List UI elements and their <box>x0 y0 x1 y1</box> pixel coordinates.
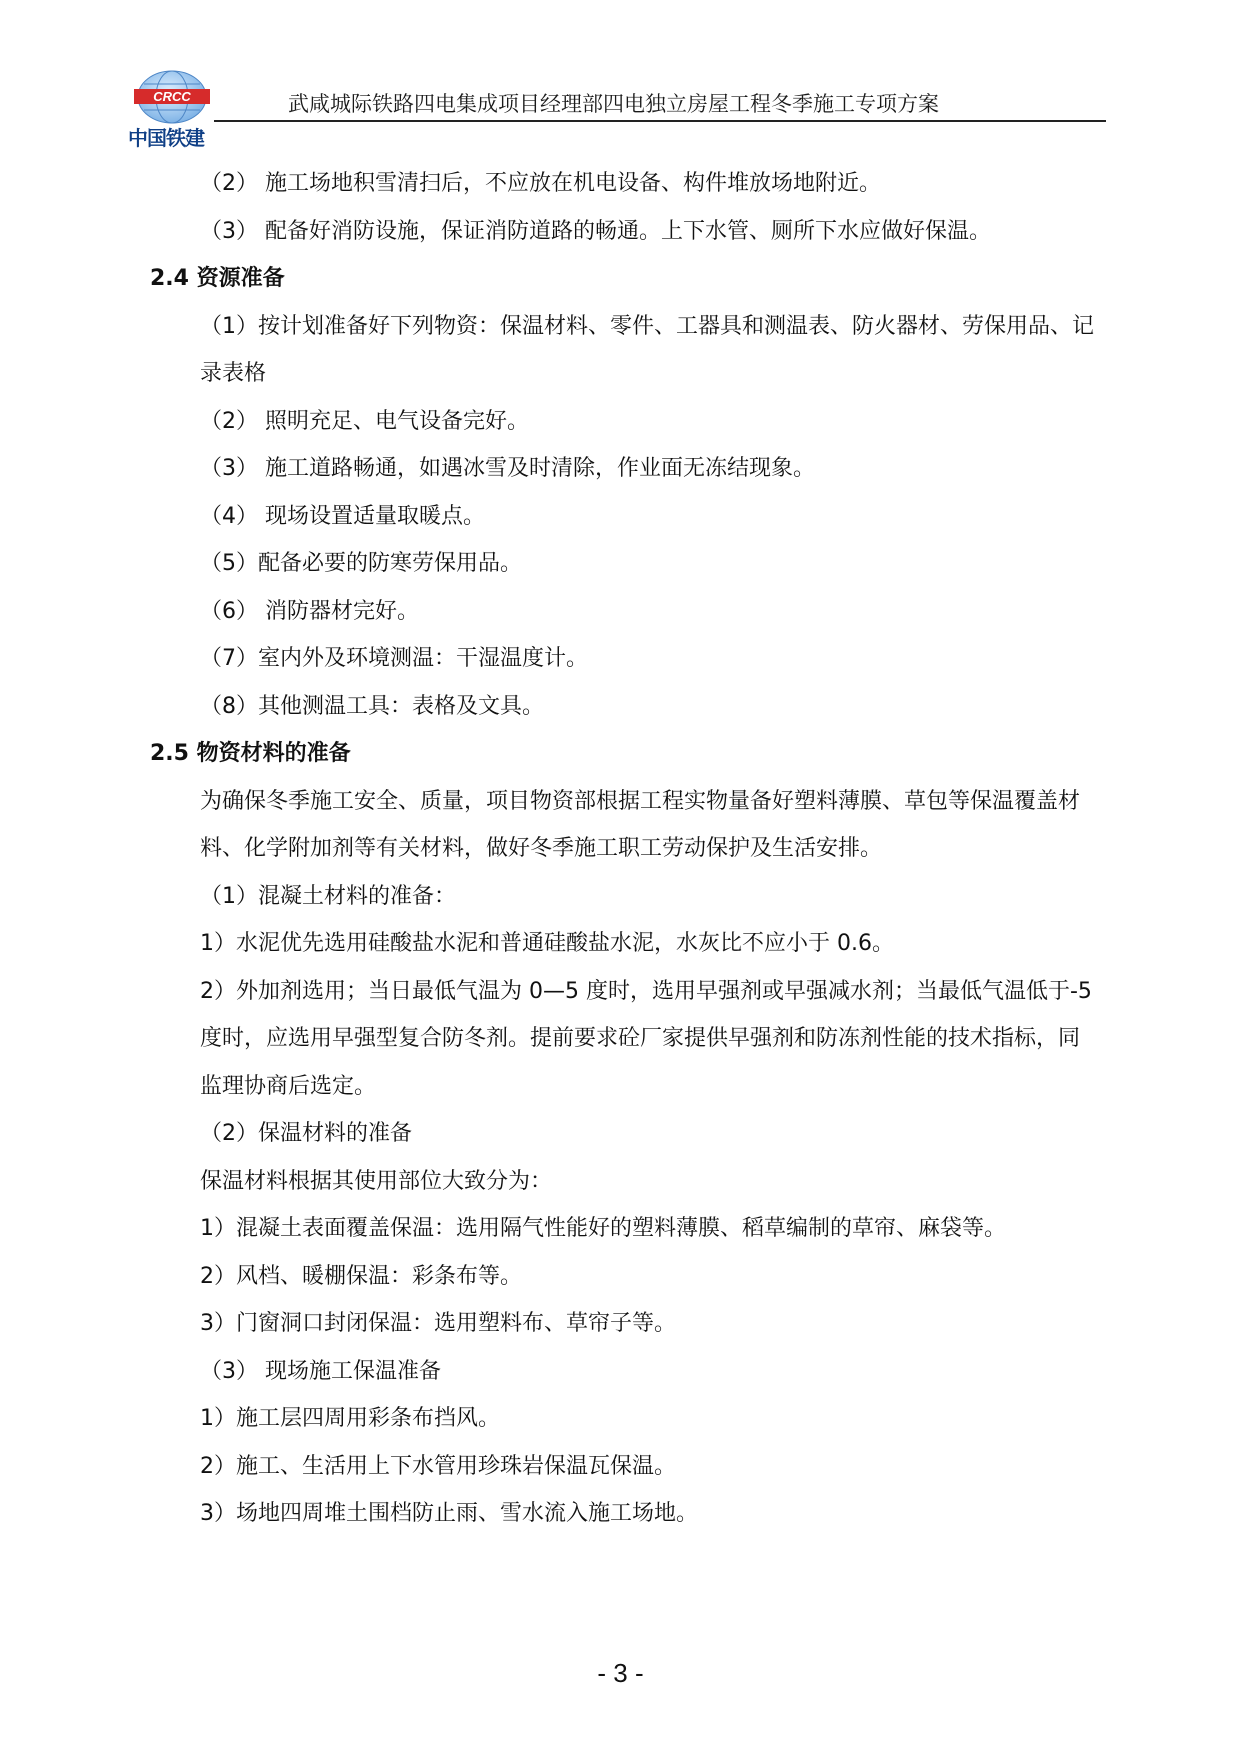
page-header <box>128 70 1106 150</box>
header-divider <box>214 120 1106 122</box>
paragraph: （3） 现场施工保温准备 <box>200 1358 441 1384</box>
paragraph: 为确保冬季施工安全、质量，项目物资部根据工程实物量备好塑料薄膜、草包等保温覆盖材料、化学附加剂等有关材料，做好冬季施工职工劳动保护及生活安排。 <box>200 788 1081 861</box>
section-heading: 2.4 资源准备 <box>150 266 285 291</box>
paragraph: 1）施工层四周用彩条布挡风。 <box>200 1406 500 1431</box>
paragraph: （1）按计划准备好下列物资：保温材料、零件、工器具和测温表、防火器材、劳保用品、记录表格 <box>200 313 1095 386</box>
page-number: - 3 - <box>597 1658 644 1688</box>
page-body <box>150 160 1100 1538</box>
paragraph: 3）场地四周堆土围档防止雨、雪水流入施工场地。 <box>200 1501 698 1526</box>
paragraph: （3） 施工道路畅通，如遇冰雪及时清除，作业面无冻结现象。 <box>200 456 815 481</box>
paragraph: 1）水泥优先选用硅酸盐水泥和普通硅酸盐水泥，水灰比不应小于 0.6。 <box>200 931 894 956</box>
paragraph: （1）混凝土材料的准备： <box>200 883 456 909</box>
paragraph: （2） 施工场地积雪清扫后，不应放在机电设备、构件堆放场地附近。 <box>200 171 881 196</box>
svg-text:CRCC: CRCC <box>153 89 191 104</box>
paragraph: （7）室内外及环境测温：干湿温度计。 <box>200 646 588 671</box>
paragraph: （2） 照明充足、电气设备完好。 <box>200 408 529 434</box>
paragraph: （6） 消防器材完好。 <box>200 598 419 624</box>
paragraph: 2）施工、生活用上下水管用珍珠岩保温瓦保温。 <box>200 1453 676 1479</box>
paragraph: 2）风档、暖棚保温：彩条布等。 <box>200 1263 522 1289</box>
paragraph: （3） 配备好消防设施，保证消防道路的畅通。上下水管、厕所下水应做好保温。 <box>200 218 991 244</box>
company-logo <box>128 70 216 148</box>
paragraph: 2）外加剂选用；当日最低气温为 0—5 度时，选用早强剂或早强减水剂；当最低气温低于-5 度时，应选用早强型复合防冬剂。提前要求砼厂家提供早强剂和防冻剂性能的技术指标，同监理协商后选定。 <box>200 978 1092 1099</box>
paragraph: 保温材料根据其使用部位大致分为： <box>200 1168 553 1194</box>
logo-text: 中国铁建 <box>128 126 204 150</box>
paragraph: （4） 现场设置适量取暖点。 <box>200 503 485 529</box>
document-title: 武咸城际铁路四电集成项目经理部四电独立房屋工程冬季施工专项方案 <box>288 92 939 116</box>
paragraph: 1）混凝土表面覆盖保温：选用隔气性能好的塑料薄膜、稻草编制的草帘、麻袋等。 <box>200 1216 1006 1241</box>
paragraph: 3）门窗洞口封闭保温：选用塑料布、草帘子等。 <box>200 1311 676 1336</box>
section-heading: 2.5 物资材料的准备 <box>150 741 351 766</box>
paragraph: （5）配备必要的防寒劳保用品。 <box>200 551 522 576</box>
crcc-globe-icon <box>132 70 212 124</box>
paragraph: （2）保温材料的准备 <box>200 1121 412 1146</box>
paragraph: （8）其他测温工具：表格及文具。 <box>200 693 544 719</box>
